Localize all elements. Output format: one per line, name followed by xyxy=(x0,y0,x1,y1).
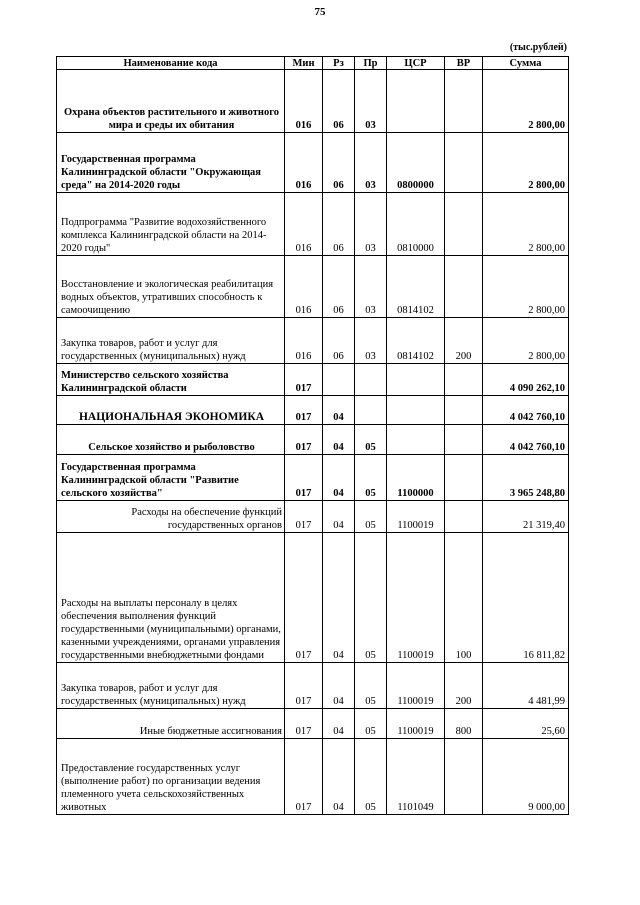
row-pr: 05 xyxy=(355,425,387,455)
row-pr: 03 xyxy=(355,133,387,193)
row-sum: 2 800,00 xyxy=(483,256,569,318)
row-min: 017 xyxy=(285,425,323,455)
row-sum: 4 090 262,10 xyxy=(483,364,569,396)
row-min: 017 xyxy=(285,533,323,663)
row-csr xyxy=(387,396,445,425)
row-rz: 06 xyxy=(323,70,355,133)
row-name: Министерство сельского хозяйства Калининградской области xyxy=(57,364,285,396)
row-min: 017 xyxy=(285,663,323,709)
row-sum: 4 481,99 xyxy=(483,663,569,709)
row-sum: 2 800,00 xyxy=(483,133,569,193)
row-csr: 1100019 xyxy=(387,533,445,663)
row-rz: 04 xyxy=(323,396,355,425)
row-name: Предоставление государственных услуг (выполнение работ) по организации ведения племенного учета сельскохозяйственных животных xyxy=(57,739,285,815)
row-name: Закупка товаров, работ и услуг для государственных (муниципальных) нужд xyxy=(57,663,285,709)
header-csr: ЦСР xyxy=(387,57,445,70)
row-pr xyxy=(355,396,387,425)
row-csr xyxy=(387,70,445,133)
row-csr: 1100019 xyxy=(387,709,445,739)
row-min: 016 xyxy=(285,193,323,256)
row-min: 016 xyxy=(285,256,323,318)
row-vr xyxy=(445,396,483,425)
row-vr xyxy=(445,739,483,815)
row-pr: 05 xyxy=(355,739,387,815)
row-rz: 06 xyxy=(323,318,355,364)
table-row xyxy=(57,70,569,133)
row-vr: 100 xyxy=(445,533,483,663)
row-pr: 03 xyxy=(355,70,387,133)
row-name: Сельское хозяйство и рыболовство xyxy=(57,425,285,455)
row-vr xyxy=(445,501,483,533)
row-pr: 05 xyxy=(355,533,387,663)
header-pr: Пр xyxy=(355,57,387,70)
table-row xyxy=(57,256,569,318)
table-row xyxy=(57,133,569,193)
row-vr: 200 xyxy=(445,663,483,709)
row-pr: 05 xyxy=(355,663,387,709)
row-pr: 03 xyxy=(355,193,387,256)
row-rz: 04 xyxy=(323,709,355,739)
row-sum: 2 800,00 xyxy=(483,193,569,256)
row-csr: 1100000 xyxy=(387,455,445,501)
budget-table xyxy=(56,56,569,815)
row-rz: 04 xyxy=(323,425,355,455)
row-min: 016 xyxy=(285,133,323,193)
row-sum: 3 965 248,80 xyxy=(483,455,569,501)
table-row xyxy=(57,396,569,425)
row-pr: 05 xyxy=(355,709,387,739)
row-name: Расходы на обеспечение функций государственных органов xyxy=(57,501,285,533)
row-pr: 05 xyxy=(355,501,387,533)
row-vr: 200 xyxy=(445,318,483,364)
row-name: Охрана объектов растительного и животного мира и среды их обитания xyxy=(57,70,285,133)
page-number: 75 xyxy=(314,6,326,18)
row-min: 017 xyxy=(285,455,323,501)
row-rz: 04 xyxy=(323,663,355,709)
row-csr xyxy=(387,425,445,455)
row-csr: 0810000 xyxy=(387,193,445,256)
row-name: Иные бюджетные ассигнования xyxy=(57,709,285,739)
row-name: НАЦИОНАЛЬНАЯ ЭКОНОМИКА xyxy=(57,396,285,425)
table-row xyxy=(57,533,569,663)
row-vr xyxy=(445,455,483,501)
row-min: 017 xyxy=(285,739,323,815)
row-rz: 04 xyxy=(323,533,355,663)
row-name: Закупка товаров, работ и услуг для государственных (муниципальных) нужд xyxy=(57,318,285,364)
row-pr: 03 xyxy=(355,256,387,318)
row-rz xyxy=(323,364,355,396)
table-row xyxy=(57,318,569,364)
table-row xyxy=(57,501,569,533)
row-vr xyxy=(445,364,483,396)
table-row xyxy=(57,364,569,396)
row-name: Восстановление и экологическая реабилитация водных объектов, утративших способность к самоочищению xyxy=(57,256,285,318)
row-csr: 1100019 xyxy=(387,663,445,709)
row-vr xyxy=(445,193,483,256)
row-name: Государственная программа Калининградской области "Окружающая среда" на 2014-2020 годы xyxy=(57,133,285,193)
row-rz: 06 xyxy=(323,256,355,318)
row-sum: 4 042 760,10 xyxy=(483,425,569,455)
row-pr: 03 xyxy=(355,318,387,364)
row-vr: 800 xyxy=(445,709,483,739)
header-sum: Сумма xyxy=(483,57,569,70)
header-min: Мин xyxy=(285,57,323,70)
row-csr: 0814102 xyxy=(387,318,445,364)
header-rz: Рз xyxy=(323,57,355,70)
row-min: 016 xyxy=(285,70,323,133)
row-sum: 9 000,00 xyxy=(483,739,569,815)
row-rz: 04 xyxy=(323,739,355,815)
row-name: Расходы на выплаты персоналу в целях обеспечения выполнения функций государственными (муниципальными) органами, казенными учреждениями, органами управления государственными внебюджетными фондами xyxy=(57,533,285,663)
row-vr xyxy=(445,133,483,193)
row-pr xyxy=(355,364,387,396)
row-vr xyxy=(445,70,483,133)
row-vr xyxy=(445,256,483,318)
table-row xyxy=(57,709,569,739)
header-vr: ВР xyxy=(445,57,483,70)
row-sum: 16 811,82 xyxy=(483,533,569,663)
header-name: Наименование кода xyxy=(57,57,285,70)
table-row xyxy=(57,663,569,709)
row-csr: 1101049 xyxy=(387,739,445,815)
table-header-row xyxy=(57,57,569,70)
row-min: 016 xyxy=(285,318,323,364)
row-min: 017 xyxy=(285,709,323,739)
table-row xyxy=(57,193,569,256)
row-pr: 05 xyxy=(355,455,387,501)
row-csr: 0814102 xyxy=(387,256,445,318)
row-vr xyxy=(445,425,483,455)
row-sum: 21 319,40 xyxy=(483,501,569,533)
row-min: 017 xyxy=(285,396,323,425)
row-name: Государственная программа Калининградской области "Развитие сельского хозяйства" xyxy=(57,455,285,501)
units-label: (тыс.рублей) xyxy=(509,42,567,53)
row-csr: 0800000 xyxy=(387,133,445,193)
row-min: 017 xyxy=(285,501,323,533)
row-rz: 04 xyxy=(323,501,355,533)
row-sum: 2 800,00 xyxy=(483,70,569,133)
row-csr: 1100019 xyxy=(387,501,445,533)
row-rz: 06 xyxy=(323,193,355,256)
row-min: 017 xyxy=(285,364,323,396)
row-sum: 4 042 760,10 xyxy=(483,396,569,425)
row-sum: 2 800,00 xyxy=(483,318,569,364)
row-name: Подпрограмма "Развитие водохозяйственного комплекса Калининградской области на 2014-2020 годы" xyxy=(57,193,285,256)
table-row xyxy=(57,425,569,455)
row-rz: 06 xyxy=(323,133,355,193)
table-row xyxy=(57,739,569,815)
table-row xyxy=(57,455,569,501)
row-sum: 25,60 xyxy=(483,709,569,739)
row-rz: 04 xyxy=(323,455,355,501)
row-csr xyxy=(387,364,445,396)
